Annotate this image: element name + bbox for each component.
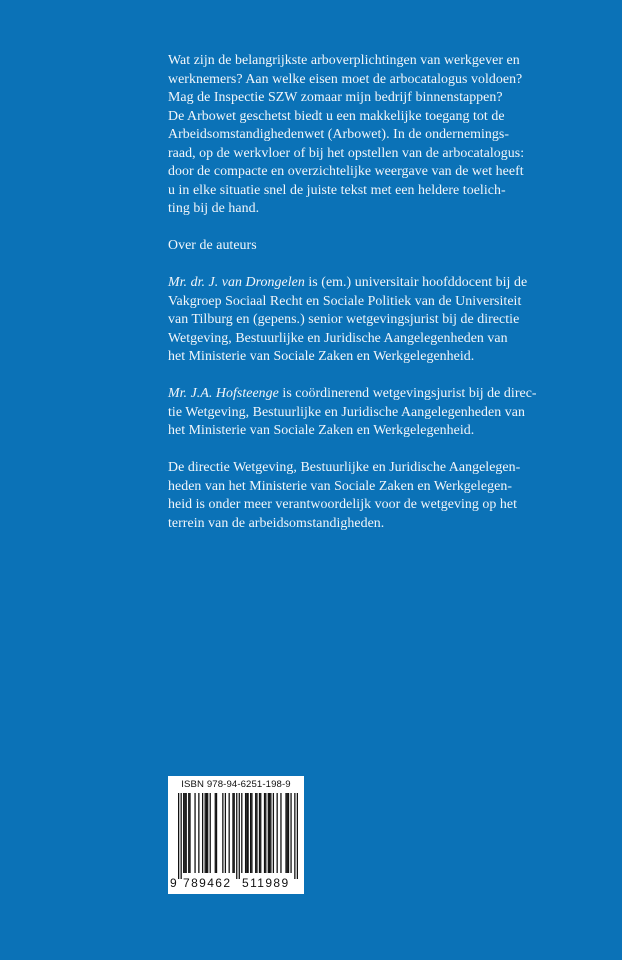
barcode-bar (285, 793, 286, 873)
intro-paragraph (168, 52, 598, 219)
barcode-bar (232, 793, 233, 873)
barcode-guard-bar (294, 793, 295, 879)
directie-line: terrein van de arbeidsomstandigheden. (168, 515, 385, 531)
author2-line: het Ministerie van Sociale Zaken en Werkgelegenheid. (168, 423, 475, 438)
barcode-bar (202, 793, 203, 873)
intro-line: ting bij de hand. (168, 201, 260, 216)
barcode-bar (205, 793, 206, 873)
barcode-bar (288, 793, 289, 873)
barcode-bar (250, 793, 251, 873)
barcode-bar (210, 793, 211, 873)
barcode-bar (280, 793, 281, 873)
barcode-bar (184, 793, 185, 873)
author1-line: van Tilburg en (gepens.) senior wetgevingsjurist bij de directie (168, 312, 520, 327)
author1-line: Vakgroep Sociaal Recht en Sociale Politiek van de Universiteit (168, 293, 522, 309)
author1-paragraph (168, 274, 598, 367)
blurb-text (168, 52, 598, 552)
barcode-bar (198, 793, 199, 873)
barcode-bar (222, 793, 223, 873)
directie-line: heden van het Ministerie van Sociale Zaken en Werkgelegen- (168, 478, 513, 494)
barcode-bar (234, 793, 235, 873)
author1-first-line (168, 274, 598, 293)
intro-line: raad, op de werkvloer of bij het opstellen van de arbocatalogus: (168, 145, 525, 161)
barcode-bar (256, 793, 257, 873)
barcode-bar (206, 793, 207, 873)
barcode-bar (290, 793, 291, 873)
author1-first-line-rest: is (em.) universitair hoofddocent bij de (304, 275, 528, 290)
barcode-bar (207, 793, 208, 873)
intro-line: De Arbowet geschetst biedt u een makkelijke toegang tot de (168, 108, 505, 124)
intro-line: Mag de Inspectie SZW zomaar mijn bedrijf binnenstappen? (168, 90, 503, 105)
barcode-bar (255, 793, 256, 873)
barcode-bar (259, 793, 260, 873)
barcode-bar (247, 793, 248, 873)
barcode-bar (215, 793, 216, 873)
barcode-guard-bar (297, 793, 298, 879)
barcode-bar (270, 793, 271, 873)
author2-first-line-rest: is coördinerend wetgevingsjurist bij de direc- (278, 386, 537, 401)
barcode-bar (277, 793, 278, 873)
barcode-bar (189, 793, 190, 873)
barcode-bar (246, 793, 247, 873)
barcode-bar (241, 793, 242, 873)
barcode-guard-bar (239, 793, 240, 879)
barcode-bar (264, 793, 265, 873)
intro-line: werknemers? Aan welke eisen moet de arbocatalogus voldoen? (168, 71, 523, 87)
author1-line: het Ministerie van Sociale Zaken en Werkgelegenheid. (168, 349, 475, 364)
intro-line: door de compacte en overzichtelijke weergave van de wet heeft (168, 164, 524, 179)
ean-right-group: 511989 (242, 876, 290, 890)
isbn-label: ISBN 978-94-6251-198-9 (181, 779, 291, 790)
barcode-bar (245, 793, 246, 873)
barcode-bar (287, 793, 288, 873)
directie-line: De directie Wetgeving, Bestuurlijke en Juridische Aangelegen- (168, 460, 521, 475)
barcode-guard-bar (178, 793, 179, 879)
intro-line: Arbeidsomstandighedenwet (Arbowet). In de ondernemings- (168, 127, 510, 142)
author1-line: Wetgeving, Bestuurlijke en Juridische Aangelegenheden van (168, 330, 508, 346)
author2-line: tie Wetgeving, Bestuurlijke en Juridische Aangelegenheden van (168, 404, 525, 420)
directie-line: heid is onder meer verantwoordelijk voor de wetgeving op het (168, 497, 518, 512)
author2-name: Mr. J.A. Hofsteenge (168, 386, 279, 401)
intro-line: Wat zijn de belangrijkste arboverplichtingen van werkgever en (168, 53, 520, 68)
barcode-bar (251, 793, 252, 873)
barcode-bar (229, 793, 230, 873)
ean-left-group: 789462 (183, 876, 232, 890)
intro-line: u in elke situatie snel de juiste tekst met een heldere toelich- (168, 182, 506, 198)
isbn-barcode (168, 776, 304, 894)
author2-paragraph (168, 385, 598, 441)
barcode-bar (216, 793, 217, 873)
barcode-guard-bar (236, 793, 237, 879)
barcode-bar (188, 793, 189, 873)
barcode-bar (265, 793, 266, 873)
author1-name: Mr. dr. J. van Drongelen (168, 275, 305, 290)
barcode-bar (186, 793, 187, 873)
ean-first-digit: 9 (170, 876, 177, 890)
barcode-guard-bar (181, 793, 182, 879)
barcode-bar (273, 793, 274, 873)
barcode-bars (178, 793, 298, 879)
authors-heading (168, 237, 598, 256)
barcode-bar (269, 793, 270, 873)
barcode-bar (260, 793, 261, 873)
barcode-bar (225, 793, 226, 873)
barcode-bar (183, 793, 184, 873)
authors-heading-text: Over de auteurs (168, 238, 257, 253)
barcode-bar (194, 793, 195, 873)
directie-paragraph (168, 459, 598, 533)
barcode-bar (268, 793, 269, 873)
author2-first-line (168, 385, 598, 404)
